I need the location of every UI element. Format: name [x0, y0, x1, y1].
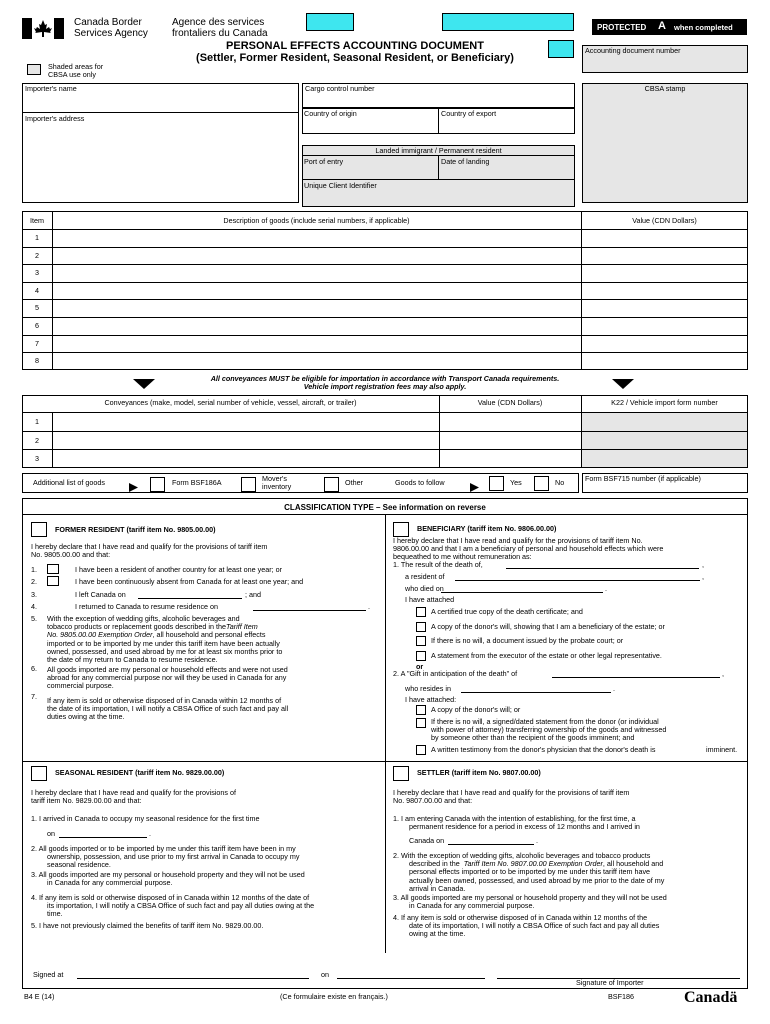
french-note: (Ce formulaire existe en français.) [280, 992, 388, 1001]
importers-address-label: Importer's address [25, 114, 85, 123]
goods-value-field[interactable] [582, 336, 747, 352]
period: . [605, 584, 607, 593]
goods-row-number: 3 [35, 268, 39, 277]
goods-value-field[interactable] [582, 300, 747, 316]
goods-description-field[interactable] [53, 265, 580, 281]
attached-label: I have attached [405, 595, 455, 604]
signed-statement-checkbox[interactable] [416, 718, 426, 728]
goods-description-field[interactable] [53, 353, 580, 369]
k22-shaded [582, 412, 747, 467]
goods-row-number: 6 [35, 321, 39, 330]
left-canada-date-field[interactable] [138, 598, 242, 599]
bsf-code: BSF186 [608, 992, 634, 1001]
movers-inventory-label: Mover's inventory [262, 474, 292, 492]
settler-checkbox[interactable] [393, 766, 409, 781]
period: . [149, 829, 151, 838]
physician-testimony-label: A written testimony from the donor's physician that the donor's death is [431, 745, 656, 754]
goods-description-field[interactable] [53, 283, 580, 299]
conv-col-desc: Conveyances (make, model, serial number of vehicle, vessel, aircraft, or trailer) [104, 398, 357, 407]
port-of-entry-label: Port of entry [304, 157, 344, 166]
country-export-label: Country of export [441, 109, 497, 118]
conveyance-note: All conveyances MUST be eligible for importation in accordance with Transport Canada requirements. Vehicle import registration fees may also apply. [210, 374, 560, 392]
settler-arrival-date-field[interactable] [448, 844, 534, 845]
movers-inventory-checkbox[interactable] [241, 477, 256, 492]
former-item-2-num: 2. [31, 577, 37, 586]
comma: , [702, 560, 704, 569]
form-subtitle: (Settler, Former Resident, Seasonal Resident, or Beneficiary) [196, 52, 514, 64]
goods-col-item: Item [30, 216, 44, 225]
goods-row-number: 5 [35, 303, 39, 312]
period: . [536, 836, 538, 845]
who-died-label: who died on [405, 584, 444, 593]
seasonal-arrival-date-field[interactable] [59, 837, 147, 838]
former-item-1: I have been a resident of another country for at least one year; or [75, 565, 282, 574]
cargo-control-number[interactable]: Cargo control number [302, 83, 575, 108]
seasonal-intro: I hereby declare that I have read and qualify for the provisions of tariff item No. 9829.00.00 and that: [31, 788, 236, 806]
form-title: PERSONAL EFFECTS ACCOUNTING DOCUMENT [226, 40, 484, 52]
conveyance-value-field[interactable] [440, 450, 580, 467]
gift-anticipation-label: 2. A "Gift in anticipation of the death" of [393, 669, 518, 678]
former-item-3: I left Canada on [75, 590, 126, 599]
goods-col-desc: Description of goods (include serial numbers, if applicable) [223, 216, 410, 225]
or-label: or [416, 662, 424, 671]
bsf715-field[interactable]: Form BSF715 number (if applicable) [582, 473, 748, 493]
beneficiary-checkbox[interactable] [393, 522, 409, 537]
goods-follow-yes-checkbox[interactable] [489, 476, 504, 491]
comma: , [722, 669, 724, 678]
agency-fr: Agence des services frontaliers du Canada [172, 17, 268, 39]
signed-at-label: Signed at [33, 970, 64, 979]
returned-date-field[interactable] [253, 610, 366, 611]
goods-description-field[interactable] [53, 248, 580, 264]
executor-statement-label: A statement from the executor of the estate or other legal representative. [431, 651, 662, 660]
beneficiary-title: BENEFICIARY (tariff item No. 9806.00.00) [417, 524, 557, 533]
signed-on-label: on [321, 970, 329, 979]
seasonal-item-2: 2. All goods imported or to be imported by me under this tariff item have been in my ownership, possession, and use prior to my first arrival in Canada to occupy my seasonal residence. [31, 844, 300, 870]
imminent-label: imminent. [706, 745, 738, 754]
cbsa-field-3[interactable] [548, 40, 574, 58]
signed-statement-label: If there is no will, a signed/dated statement from the donor (or individual with power of attorney) transferring ownership of the goods and witnessed by someone other than the recipient of the goods imminent; and [431, 717, 667, 743]
former-item-7: If any item is sold or otherwise disposed of in Canada within 12 months of the date of its importation, I will notify a CBSA Office of such fact and pay all duties owing at the time. [47, 696, 289, 722]
seasonal-item-3: 3. All goods imported are my personal or household property and they will not be used in Canada for any commercial purpose. [31, 870, 305, 888]
death-certificate-label: A certified true copy of the death certificate; and [431, 607, 583, 616]
arrow-right-icon [129, 479, 138, 488]
landed-label: Landed immigrant / Permanent resident [375, 146, 502, 155]
former-item-4-num: 4. [31, 602, 37, 611]
former-item-4-end: . [368, 602, 370, 611]
seasonal-title: SEASONAL RESIDENT (tariff item No. 9829.00.00) [55, 768, 225, 777]
former-item-1-checkbox[interactable] [47, 564, 59, 574]
beneficiary-intro: I hereby declare that I have read and qualify for the provisions of tariff item No. 9806.00.00 and that I am a beneficiary of personal and household effects which were bequeathed to me without remuneration as: [393, 536, 664, 562]
goods-row-number: 4 [35, 286, 39, 295]
settler-item-2: 2. With the exception of wedding gifts, alcoholic beverages and tobacco products described in the Tariff Item No. 9807.00.00 Exemption Order, all household and personal effects imported or to be imported by me under this tariff item have actually been owned, possessed, and used abroad by me prior to the date of my arrival in Canada. [393, 851, 665, 893]
bsf186a-checkbox[interactable] [150, 477, 165, 492]
conveyance-value-field[interactable] [440, 432, 580, 449]
goods-description-field[interactable] [53, 300, 580, 316]
goods-row-number: 8 [35, 356, 39, 365]
goods-value-field[interactable] [582, 318, 747, 334]
signed-at-field[interactable] [77, 978, 309, 979]
form-code: B4 E (14) [24, 992, 55, 1001]
conveyance-value-field[interactable] [440, 413, 580, 430]
former-item-1-num: 1. [31, 565, 37, 574]
uci-label: Unique Client Identifier [304, 181, 377, 190]
cbsa-field-2[interactable] [442, 13, 574, 31]
conv-row-number: 2 [35, 436, 39, 445]
goods-value-field[interactable] [582, 265, 747, 281]
other-label: Other [345, 478, 363, 487]
donor-will-copy-label: A copy of the donor's will; or [431, 705, 521, 714]
donor-will-label: A copy of the donor's will, showing that I am a beneficiary of the estate; or [431, 622, 665, 631]
accounting-document-number[interactable]: Accounting document number [582, 45, 748, 73]
goods-description-field[interactable] [53, 318, 580, 334]
period: . [613, 684, 615, 693]
conv-row-number: 1 [35, 417, 39, 426]
donor-will-checkbox[interactable] [416, 622, 426, 632]
beneficiary-death-of: 1. The result of the death of, [393, 560, 483, 569]
physician-testimony-checkbox[interactable] [416, 745, 426, 755]
settler-item-4: 4. If any item is sold or otherwise disposed of in Canada within 12 months of the date of its importation, I will notify a CBSA Office of such fact and pay all duties owing at the time. [393, 913, 660, 939]
signed-date-field[interactable] [337, 978, 485, 979]
seasonal-resident-checkbox[interactable] [31, 766, 47, 781]
shade-legend [27, 64, 41, 75]
goods-value-field[interactable] [582, 353, 747, 369]
comma: , [702, 572, 704, 581]
executor-statement-checkbox[interactable] [416, 651, 426, 661]
goods-description-field[interactable] [53, 230, 580, 246]
seasonal-on-label: on [47, 829, 55, 838]
country-origin-label: Country of origin [304, 109, 357, 118]
protected-banner: PROTECTED A when completed [592, 19, 747, 35]
resident-of-label: a resident of [405, 572, 445, 581]
settler-item-1: 1. I am entering Canada with the intention of establishing, for the first time, a permanent residence for a period in excess of 12 months and I arrived in [393, 814, 640, 832]
goods-value-field[interactable] [582, 248, 747, 264]
goods-value-field[interactable] [582, 230, 747, 246]
importers-address-field[interactable] [23, 124, 298, 202]
former-item-5: With the exception of wedding gifts, alcoholic beverages and tobacco products or replacement goods described in theTariff Item No. 9805.00.00 Exemption Order, all household and personal effects imported or to be imported by me under this tariff item have been actually owned, possessed, and used abroad by me for at least six months prior to the date of my return to Canada to resume residence. [47, 614, 283, 665]
settler-intro: I hereby declare that I have read and qualify for the provisions of tariff item No. 9807.00.00 and that: [393, 788, 630, 806]
goods-row-number: 2 [35, 251, 39, 260]
former-item-2-checkbox[interactable] [47, 576, 59, 586]
former-item-6-num: 6. [31, 664, 37, 673]
conv-row-number: 3 [35, 454, 39, 463]
attached2-label: I have attached: [405, 695, 457, 704]
conveyance-description-field[interactable] [53, 450, 438, 467]
yes-label: Yes [510, 478, 522, 487]
seasonal-item-5: 5. I have not previously claimed the benefits of tariff item No. 9829.00.00. [31, 921, 264, 930]
death-date-field[interactable] [441, 592, 603, 593]
canada-flag-icon [22, 18, 64, 39]
arrow-right-icon [470, 479, 479, 488]
goods-row-number: 1 [35, 233, 39, 242]
conv-col-k22: K22 / Vehicle import form number [611, 398, 718, 407]
seasonal-item-4: 4. If any item is sold or otherwise disposed of in Canada within 12 months of the date of its importation, I will notify a CBSA Office of such fact and pay all duties owing at the time. [31, 893, 315, 919]
resident-of-field[interactable] [455, 580, 700, 581]
importers-name-field[interactable] [23, 94, 298, 111]
conveyance-description-field[interactable] [53, 413, 438, 430]
shade-note: Shaded areas for CBSA use only [48, 62, 104, 80]
classification-title: CLASSIFICATION TYPE – See information on reverse [284, 503, 486, 512]
former-item-3-num: 3. [31, 590, 37, 599]
goods-follow-no-checkbox[interactable] [534, 476, 549, 491]
importers-name-label: Importer's name [25, 84, 77, 93]
gift-donor-field[interactable] [552, 677, 720, 678]
probate-court-label: If there is no will, a document issued by the probate court; or [431, 636, 624, 645]
goods-row-number: 7 [35, 339, 39, 348]
cbsa-stamp: CBSA stamp [582, 83, 748, 203]
death-certificate-checkbox[interactable] [416, 607, 426, 617]
date-of-landing-label: Date of landing [441, 157, 490, 166]
former-item-7-num: 7. [31, 692, 37, 701]
probate-court-checkbox[interactable] [416, 636, 426, 646]
former-resident-title: FORMER RESIDENT (tariff item No. 9805.00.00) [55, 525, 216, 534]
seasonal-item-1: 1. I arrived in Canada to occupy my seasonal residence for the first time [31, 814, 260, 823]
settler-title: SETTLER (tariff item No. 9807.00.00) [417, 768, 541, 777]
no-label: No [555, 478, 565, 487]
goods-to-follow-label: Goods to follow [395, 478, 445, 487]
canada-wordmark: Canadä [684, 989, 738, 1006]
deceased-name-field[interactable] [506, 568, 699, 569]
former-item-2: I have been continuously absent from Canada for at least one year; and [75, 577, 304, 586]
former-item-4: I returned to Canada to resume residence on [75, 602, 219, 611]
who-resides-label: who resides in [405, 684, 451, 693]
settler-item-3: 3. All goods imported are my personal or household property and they will not be used in Canada for any commercial purpose. [393, 893, 667, 911]
goods-col-value: Value (CDN Dollars) [632, 216, 697, 225]
former-item-6: All goods imported are my personal or household effects and were not used abroad for any commercial purpose nor will they be used in Canada for any commercial purpose. [47, 665, 288, 691]
other-checkbox[interactable] [324, 477, 339, 492]
agency-en: Canada Border Services Agency [74, 17, 148, 39]
former-intro: I hereby declare that I have read and qualify for the provisions of tariff item No. 9805.00.00 and that: [31, 542, 268, 560]
conveyance-description-field[interactable] [53, 432, 438, 449]
resides-in-field[interactable] [461, 692, 611, 693]
former-item-3-end: ; and [245, 590, 261, 599]
former-resident-checkbox[interactable] [31, 522, 47, 537]
donor-will-copy-checkbox[interactable] [416, 705, 426, 715]
goods-value-field[interactable] [582, 283, 747, 299]
bsf186a-label: Form BSF186A [172, 478, 222, 487]
signature-label: Signature of Importer [576, 978, 644, 987]
additional-list-label: Additional list of goods [33, 478, 105, 487]
former-item-5-num: 5. [31, 614, 37, 623]
conv-col-value: Value (CDN Dollars) [477, 398, 543, 407]
cbsa-field-1[interactable] [306, 13, 354, 31]
goods-description-field[interactable] [53, 336, 580, 352]
canada-on-label: Canada on [409, 836, 445, 845]
